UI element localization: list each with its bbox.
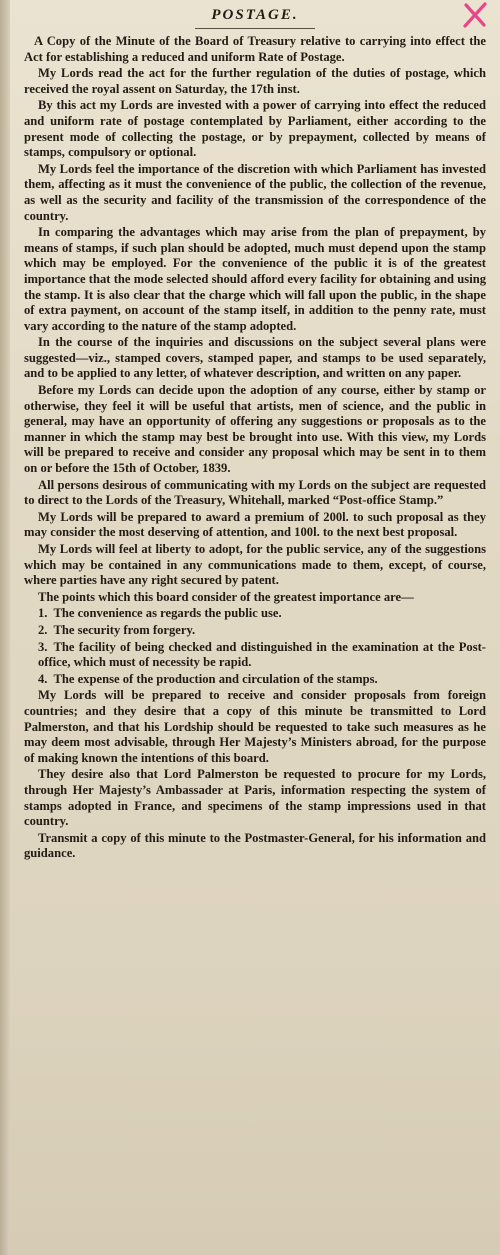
clipping-left-edge [0, 0, 10, 1255]
point-text: The facility of being checked and distinguished in the examination at the Post-office, which must of necessity be rapid. [38, 639, 486, 670]
article-paragraph: My Lords will be prepared to award a premium of 200l. to such proposal as they may consider the most deserving of attention, and 100l. to the next best proposal. [24, 509, 486, 540]
article-paragraph-faded: In comparing the advantages which may arise from the plan of prepayment, by means of stamps, if such plan should be adopted, much must depend upon the stamp which may be employed. For the convenience of the public it is of the greatest importance that the mode selected should afford every facility for obtaining and using the stamp. It is also clear that the charge which will fall upon the public, in the shape of extra payment, on account of the stamp itself, in addition to the penny rate, must vary according to the nature of the stamp adopted. [24, 225, 486, 333]
point-number: 3. [38, 639, 48, 654]
title-rule [195, 28, 315, 29]
article-paragraph: By this act my Lords are invested with a power of carrying into effect the reduced and uniform rate of postage contemplated by Parliament, either according to the present mode of collecting the postage, or by prepayment, collected by means of stamps, compulsory or optional. [24, 98, 486, 160]
point-text: The convenience as regards the public use. [53, 606, 282, 621]
point-item [24, 623, 486, 639]
article-paragraph: My Lords will be prepared to receive and consider proposals from foreign countries; and they desire that a copy of this minute be transmitted to Lord Palmerston, and that his Lordship should be requested to take such measures as he may deem most advisable, through Her Majesty’s Ministers abroad, for the purpose of making known the intentions of this board. [24, 688, 486, 765]
article-paragraph: Before my Lords can decide upon the adoption of any course, either by stamp or otherwise, they feel it will be useful that artists, men of science, and the public in general, may have an opportunity of offering any suggestions or proposals as to the manner in which the stamp may best be brought into use. With this view, my Lords will be prepared to receive and consider any proposal which may be sent in to them on or before the 15th of October, 1839. [24, 383, 486, 476]
article-title: POSTAGE. [211, 7, 299, 23]
point-item [24, 672, 486, 688]
article-paragraph: My Lords feel the importance of the discretion with which Parliament has invested them, affecting as it must the convenience of the public, the collection of the revenue, as well as the security and facility of the transmission of the correspondence of the country. [24, 161, 486, 223]
point-number: 1. [38, 606, 48, 621]
point-item [24, 640, 486, 671]
article-paragraph: The points which this board consider of the greatest importance are— [38, 589, 414, 604]
article-paragraph: In the course of the inquiries and discussions on the subject several plans were suggested—viz., stamped covers, stamped paper, and stamps to be used separately, and to be applied to any letter, of whatever description, and written on any paper. [24, 335, 486, 381]
point-text: The expense of the production and circulation of the stamps. [53, 671, 378, 686]
article-paragraph: My Lords read the act for the further regulation of the duties of postage, which received the royal assent on Saturday, the 17th inst. [24, 66, 486, 96]
point-number: 2. [38, 622, 48, 637]
article-paragraph: All persons desirous of communicating with my Lords on the subject are requested to direct to the Lords of the Treasury, Whitehall, marked “Post-office Stamp.” [24, 477, 486, 508]
article-paragraph: Transmit a copy of this minute to the Postmaster-General, for his information and guidance. [24, 830, 486, 861]
article-paragraph: A Copy of the Minute of the Board of Treasury relative to carrying into effect the Act for establishing a reduced and uniform Rate of Postage. [24, 34, 486, 64]
point-number: 4. [38, 671, 48, 686]
point-item [24, 606, 486, 622]
article-paragraph: My Lords will feel at liberty to adopt, for the public service, any of the suggestions which may be contained in any communications made to them, except, of course, where parties have any right secured by patent. [24, 542, 486, 588]
point-text: The security from forgery. [53, 622, 196, 637]
article-paragraph: They desire also that Lord Palmerston be requested to procure for my Lords, through Her Majesty’s Ambassader at Paris, information respecting the system of stamps adopted in France, and specimens of the stamp impressions used in that country. [24, 767, 486, 829]
pink-x-mark-icon [460, 2, 490, 28]
